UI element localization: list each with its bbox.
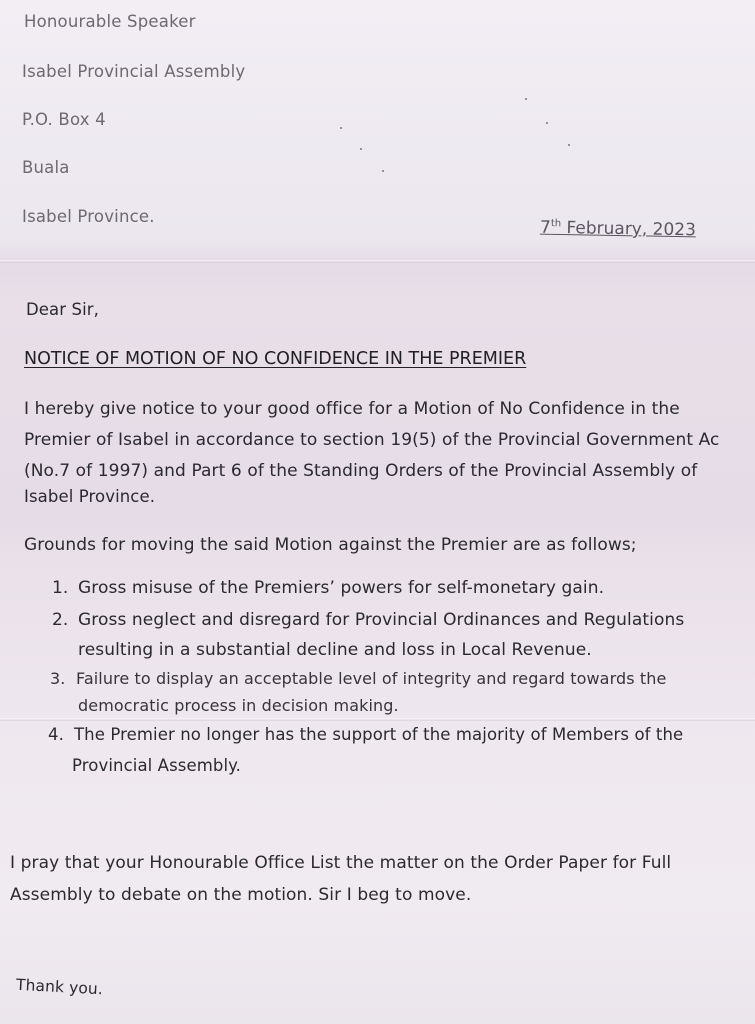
ground-item: 4. The Premier no longer has the support of the majority of Members of the bbox=[48, 725, 684, 744]
paper-speck bbox=[382, 170, 384, 172]
address-line-3: P.O. Box 4 bbox=[22, 110, 106, 129]
closing-line: Assembly to debate on the motion. Sir I beg to move. bbox=[10, 885, 472, 905]
paper-speck bbox=[360, 148, 362, 150]
letter-date: 7th February, 2023 bbox=[539, 217, 697, 241]
paper-speck bbox=[340, 127, 342, 129]
address-line-4: Buala bbox=[22, 158, 70, 177]
ground-item: 3. Failure to display an acceptable level of integrity and regard towards the bbox=[50, 669, 667, 688]
ground-item-continuation: Provincial Assembly. bbox=[72, 756, 241, 775]
salutation: Dear Sir, bbox=[26, 300, 99, 319]
paper-speck bbox=[525, 98, 527, 100]
subject-heading: NOTICE OF MOTION OF NO CONFIDENCE IN THE PREMIER bbox=[24, 349, 527, 369]
address-line-1: Honourable Speaker bbox=[24, 12, 196, 31]
paper-fold-line bbox=[0, 718, 755, 721]
paper-speck bbox=[568, 144, 570, 146]
grounds-intro: Grounds for moving the said Motion against the Premier are as follows; bbox=[24, 535, 637, 555]
closing-line: I pray that your Honourable Office List the matter on the Order Paper for Full bbox=[10, 853, 672, 873]
ground-item-continuation: resulting in a substantial decline and loss in Local Revenue. bbox=[78, 640, 592, 660]
paper-fold-line bbox=[0, 260, 755, 263]
intro-line: Premier of Isabel in accordance to section 19(5) of the Provincial Government Ac bbox=[24, 430, 720, 450]
intro-line: (No.7 of 1997) and Part 6 of the Standing Orders of the Provincial Assembly of bbox=[24, 461, 698, 481]
intro-line: Isabel Province. bbox=[24, 487, 156, 506]
address-line-5: Isabel Province. bbox=[22, 207, 155, 226]
ground-item-continuation: democratic process in decision making. bbox=[78, 696, 399, 715]
signoff: Thank you. bbox=[15, 975, 104, 999]
paper-speck bbox=[546, 122, 548, 124]
address-line-2: Isabel Provincial Assembly bbox=[22, 62, 246, 81]
ground-item: 1. Gross misuse of the Premiers’ powers for self-monetary gain. bbox=[52, 578, 605, 598]
intro-line: I hereby give notice to your good office for a Motion of No Confidence in the bbox=[24, 399, 680, 419]
ground-item: 2. Gross neglect and disregard for Provincial Ordinances and Regulations bbox=[52, 610, 685, 630]
